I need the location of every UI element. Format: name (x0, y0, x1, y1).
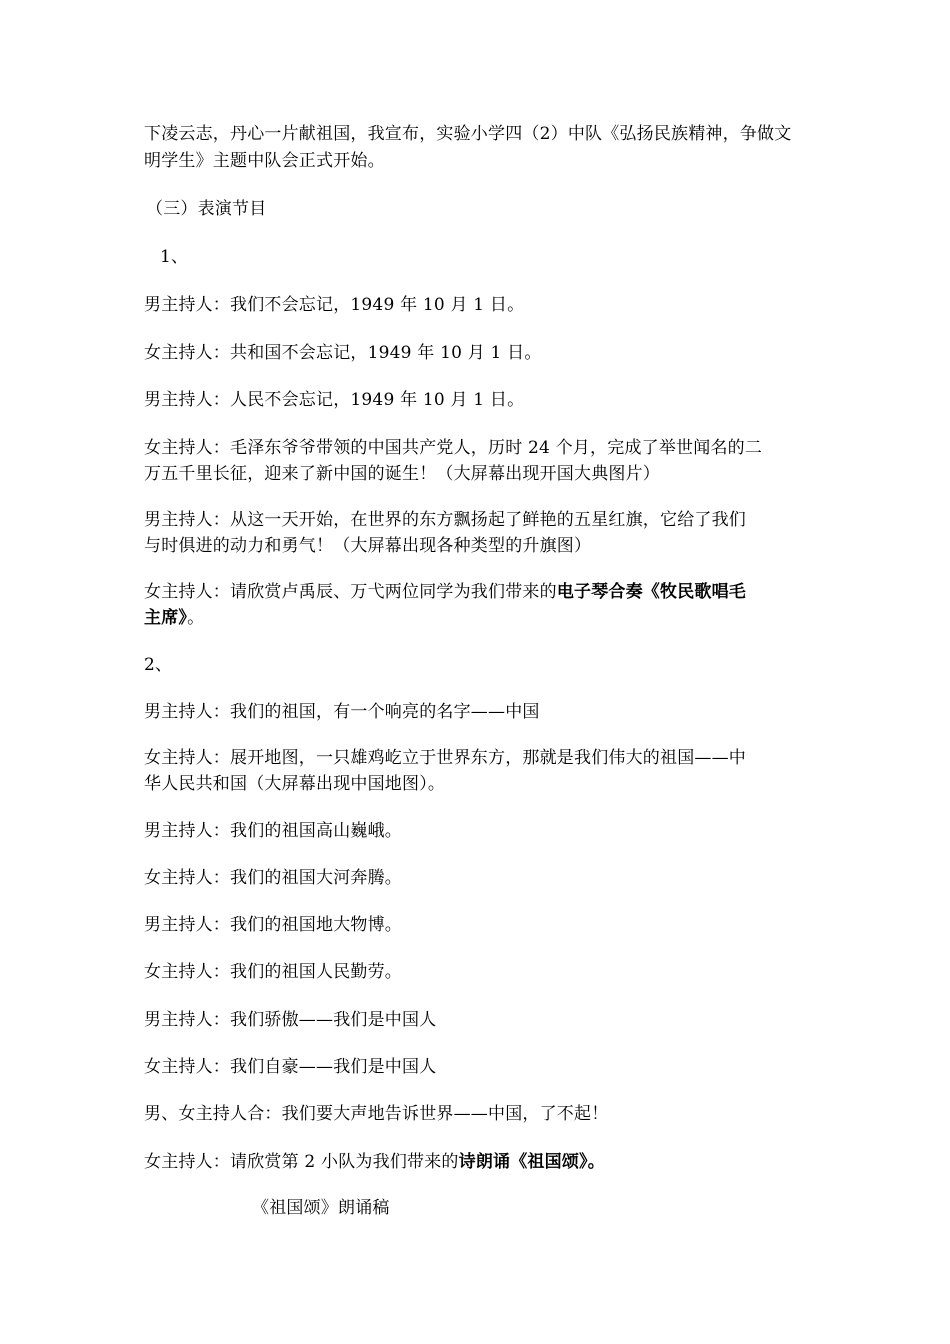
section-heading: （三）表演节目 (146, 199, 267, 219)
part-2-line-both: 男、女主持人合：我们要大声地告诉世界——中国，了不起！ (144, 1104, 609, 1124)
part-2-line-female-2: 女主持人：我们的祖国大河奔腾。 (144, 868, 402, 888)
program-title-bold-cont: 主席》 (144, 608, 188, 628)
part-1-line-male-3-a: 男主持人：从这一天开始，在世界的东方飘扬起了鲜艳的五星红旗，它给了我们 (144, 510, 746, 530)
part-1-line-female-3-a (144, 580, 746, 604)
part-2-line-female-5 (144, 1150, 605, 1174)
part-2-line-male-1: 男主持人：我们的祖国，有一个响亮的名字——中国 (144, 702, 540, 722)
part-1-line-female-2-a: 女主持人：毛泽东爷爷带领的中国共产党人，历时 24 个月，完成了举世闻名的二 (144, 438, 763, 458)
intro-text-2: 女主持人：请欣赏第 2 小队为我们带来的 (144, 1152, 459, 1172)
part-1-line-female-1: 女主持人：共和国不会忘记，1949 年 10 月 1 日。 (144, 343, 542, 363)
part-2-line-male-2: 男主持人：我们的祖国高山巍峨。 (144, 821, 402, 841)
part-1-line-male-1: 男主持人：我们不会忘记，1949 年 10 月 1 日。 (144, 295, 525, 315)
part-1-line-female-2-b: 万五千里长征，迎来了新中国的诞生！（大屏幕出现开国大典图片） (144, 464, 660, 484)
part-1-number: 1、 (160, 247, 189, 267)
part-1-line-male-3-b: 与时俱进的动力和勇气！（大屏幕出现各种类型的升旗图） (144, 536, 592, 556)
part-2-line-female-4: 女主持人：我们自豪——我们是中国人 (144, 1057, 437, 1077)
opening-paragraph-line-2: 明学生》主题中队会正式开始。 (144, 151, 385, 171)
part-2-line-male-3: 男主持人：我们的祖国地大物博。 (144, 915, 402, 935)
part-2-line-male-4: 男主持人：我们骄傲——我们是中国人 (144, 1010, 437, 1030)
part-1-line-male-2: 男主持人：人民不会忘记，1949 年 10 月 1 日。 (144, 390, 525, 410)
part-2-line-female-1-b: 华人民共和国（大屏幕出现中国地图）。 (144, 774, 446, 794)
part-2-line-female-1-a: 女主持人：展开地图，一只雄鸡屹立于世界东方，那就是我们伟大的祖国——中 (144, 748, 746, 768)
sentence-end: 。 (187, 608, 205, 628)
opening-paragraph-line-1: 下凌云志，丹心一片献祖国，我宣布，实验小学四（2）中队《弘扬民族精神，争做文 (144, 124, 792, 144)
part-2-line-female-3: 女主持人：我们的祖国人民勤劳。 (144, 962, 402, 982)
poem-title: 《祖国颂》朗诵稿 (252, 1198, 390, 1218)
intro-text: 女主持人：请欣赏卢禹辰、万弋两位同学为我们带来的 (144, 582, 557, 602)
program-title-bold: 电子琴合奏《牧民歌唱毛 (556, 582, 747, 602)
part-2-number: 2、 (144, 655, 173, 675)
poem-program-bold: 诗朗诵《祖国颂》。 (458, 1152, 605, 1172)
part-1-line-female-3-b (144, 606, 204, 630)
